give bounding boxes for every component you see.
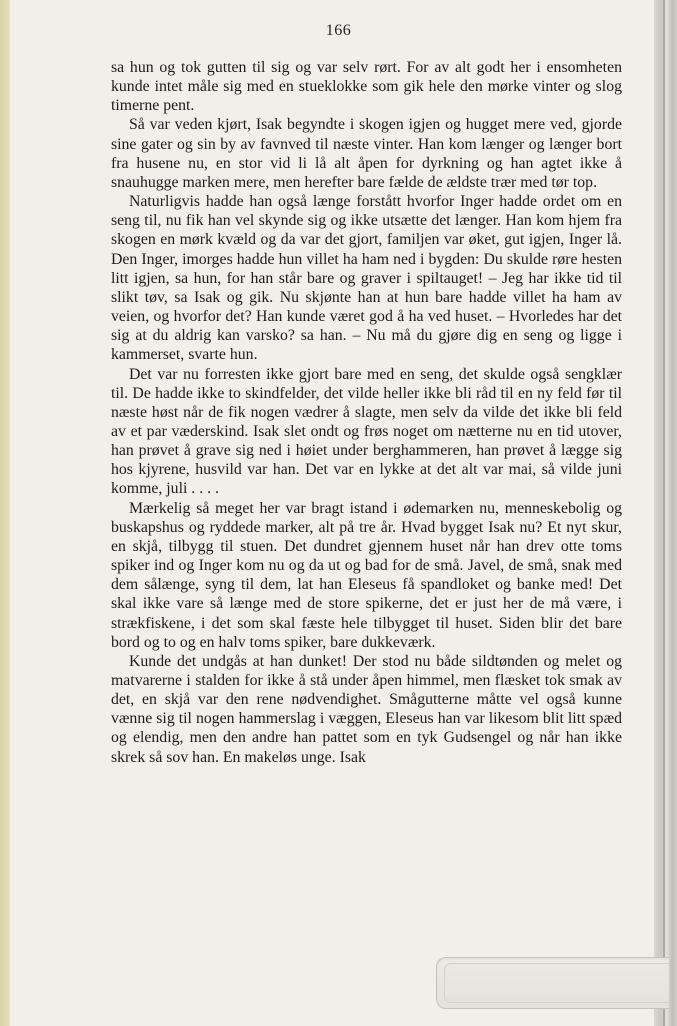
book-binding (654, 0, 677, 1026)
paragraph-6: Kunde det undgås at han dunket! Der stod nu både sildtønden og melet og matvarerne i stalden for ikke å stå under åpen himmel, men flæsket tok smak av det, en skjå var den rene nødvendighet. Smågutterne måtte vel også kunne vænne sig til nogen hammerslag i væggen, Eleseus han var likesom blit litt spæd og elendig, men den andre han pattet som en tyk Gudsengel og når han ikke skrek så sov han. En makeløs unge. Isak (111, 652, 622, 766)
paragraph-4: Det var nu forresten ikke gjort bare med en seng, det skulde også sengklær til. De hadde ikke to skindfelder, det vilde heller ikke bli råd til en ny feld før til næste høst når de fik nogen vædrer å slagte, men selv da vilde det ikke bli feld av et par væderskind. Isak slet ondt og frøs noget om nætterne nu en tid utover, han prøvet å grave sig ned i høiet under berghammeren, han prøvet å lægge sig hos kjyrene, husvild var han. Det var en lykke at det alt var mai, så vilde juni komme, juli . . . . (111, 365, 622, 498)
body-text (111, 58, 622, 767)
paragraph-2: Så var veden kjørt, Isak begyndte i skogen igjen og hugget mere ved, gjorde sine gater og sin by av favnved til næste vinter. Han kom længer og længer bort fra husene nu, en stor vid li lå alt åpen for dyrkning og han agtet ikke å snauhugge marken mere, men herefter bare fælde de ældste trær med tør top. (111, 116, 622, 191)
paragraph-5: Mærkelig så meget her var bragt istand i ødemarken nu, menneskebolig og buskapshus og ryddede marker, alt på tre år. Hvad bygget Isak nu? Et nyt skur, en skjå, tilbygg til stuen. Det dundret gjennem huset når han drev otte toms spiker ind og Inger kom nu og da ut og bad for de små. Javel, de små, snak med dem sålænge, syng til dem, lat han Eleseus få spandloket og banke med! Det skal ikke vare så længe med de store spikerne, det er just her de må være, i strækfiskene, i det som skal fæste hele tilbygget til huset. Siden blir det bare bord og to og en halv toms spiker, bare dukkeværk. (111, 499, 622, 651)
library-label-border (444, 963, 669, 1003)
page-number: 166 (325, 22, 352, 39)
binding-fold-line (663, 0, 665, 1026)
paragraph-1: sa hun og tok gutten til sig og var selv rørt. For av alt godt her i ensomheten kunde intet måle sig med en stueklokke som gik hele den mørke vinter og slog timerne pent. (111, 59, 622, 115)
paragraph-3: Naturligvis hadde han også længe forstått hvorfor Inger hadde ordet om en seng til, nu fik han vel skynde sig og ikke utsætte det længer. Han kom hjem fra skogen en mørk kvæld og da var det gjort, familjen var øket, gut igjen, Inger lå. Den Inger, imorges hadde hun villet ha ham ned i bygden: Du skulde røre hesten litt igjen, sa hun, for han står bare og graver i spiltauget! – Jeg har ikke tid til slikt tøv, sa Isak og gik. Nu skjønte han at hun bare hadde villet ha ham av veien, og hvorfor det? Han kunde været god å ha ved huset. – Hvorledes har det sig at du aldrig kan varsko? sa han. – Nu må du gjøre dig en seng og ligge i kammerset, svarte hun. (111, 193, 622, 364)
